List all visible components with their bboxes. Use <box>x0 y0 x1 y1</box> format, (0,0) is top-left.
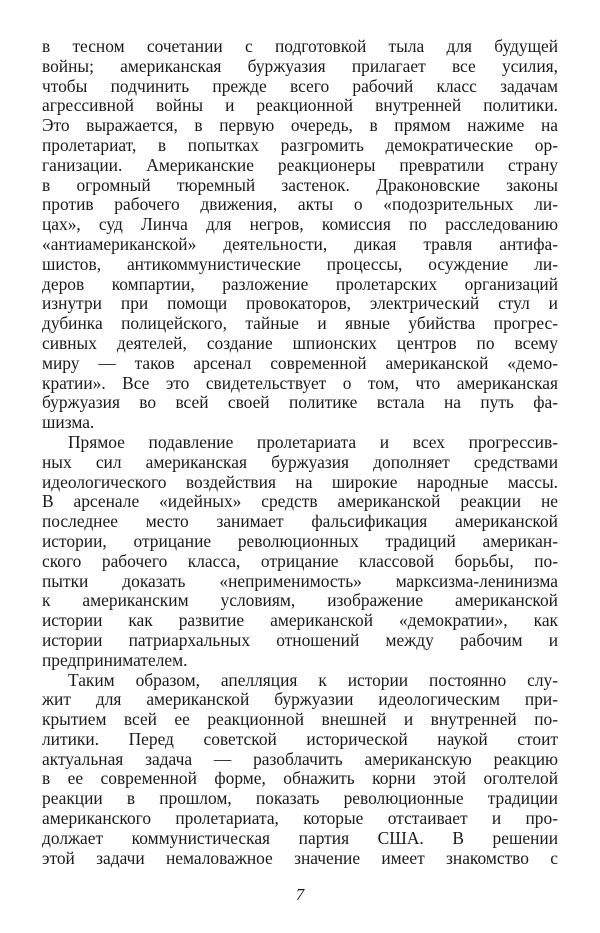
text-line: агрессивной войны и реакционной внутренней политики. <box>42 95 558 116</box>
text-line: ных сил американская буржуазия дополняет средствами <box>42 451 558 472</box>
paragraph-3 <box>42 671 558 869</box>
text-line: сивных деятелей, создание шпионских центров по всему <box>42 332 558 353</box>
text-line: должает коммунистическая партия США. В решении <box>42 827 558 848</box>
paragraph-2 <box>42 433 558 671</box>
page-body <box>42 37 558 868</box>
text-line: пролетариат, в попытках разгромить демократические ор- <box>42 134 558 155</box>
text-line: в огромный тюремный застенок. Драконовские законы <box>42 174 558 195</box>
text-line: литики. Перед советской исторической наукой стоит <box>42 728 558 749</box>
text-line: крытием всей ее реакционной внешней и внутренней по- <box>42 709 558 730</box>
text-line: реакции в прошлом, показать революционные традиции <box>42 788 558 809</box>
text-line: жит для американской буржуазии идеологическим при- <box>42 689 558 710</box>
text-line: чтобы подчинить прежде всего рабочий класс задачам <box>42 75 558 96</box>
text-line: цах», суд Линча для негров, комиссия по расследованию <box>42 214 558 235</box>
text-line: ского рабочего класса, отрицание классовой борьбы, по- <box>42 550 558 571</box>
text-line: истории патриархальных отношений между рабочим и <box>42 629 558 650</box>
text-line: идеологического воздействия на широкие народные массы. <box>42 471 558 492</box>
text-line: Таким образом, апелляция к истории постоянно слу- <box>68 669 558 690</box>
page-number: 7 <box>295 885 305 904</box>
text-line: кратии». Все это свидетельствует о том, что американская <box>42 372 558 393</box>
text-line: Это выражается, в первую очередь, в прямом нажиме на <box>42 115 558 136</box>
text-line: актуальная задача — разоблачить американскую реакцию <box>42 748 558 769</box>
text-line: истории, отрицание революционных традиций американ- <box>42 530 558 551</box>
text-line: в тесном сочетании с подготовкой тыла для будущей <box>42 36 558 56</box>
text-line: предпринимателем. <box>42 649 188 670</box>
text-line: этой задачи немаловажное значение имеет знакомство с <box>42 847 558 868</box>
text-line: американского пролетариата, которые отстаивает и про- <box>42 808 558 829</box>
text-line: «антиамериканской» деятельности, дикая травля антифа- <box>42 233 558 254</box>
text-line: шизма. <box>42 412 95 433</box>
text-line: буржуазия во всей своей политике встала на путь фа- <box>42 392 558 413</box>
text-line: истории как развитие американской «демократии», как <box>42 610 558 631</box>
text-line: изнутри при помощи провокаторов, электрический стул и <box>42 293 558 314</box>
text-line: ганизации. Американские реакционеры превратили страну <box>42 154 558 175</box>
text-line: шистов, антикоммунистические процессы, осуждение ли- <box>42 253 558 274</box>
text-line: в ее современной форме, обнажить корни этой оголтелой <box>42 768 558 789</box>
text-line: войны; американская буржуазия прилагает все усилия, <box>42 55 558 76</box>
text-line: последнее место занимает фальсификация американской <box>42 511 558 532</box>
text-line: миру — таков арсенал современной американской «демо- <box>42 352 558 373</box>
text-line: к американским условиям, изображение американской <box>42 590 558 611</box>
text-line: Прямое подавление пролетариата и всех прогрессив- <box>68 431 558 452</box>
text-line: В арсенале «идейных» средств американской реакции не <box>42 491 558 512</box>
text-line: против рабочего движения, акты о «подозрительных ли- <box>42 194 558 215</box>
text-line: деров компартии, разложение пролетарских организаций <box>42 273 558 294</box>
paragraph-1 <box>42 37 558 433</box>
text-line: пытки доказать «неприменимость» марксизма-ленинизма <box>42 570 558 591</box>
text-line: дубинка полицейского, тайные и явные убийства прогрес- <box>42 313 558 334</box>
